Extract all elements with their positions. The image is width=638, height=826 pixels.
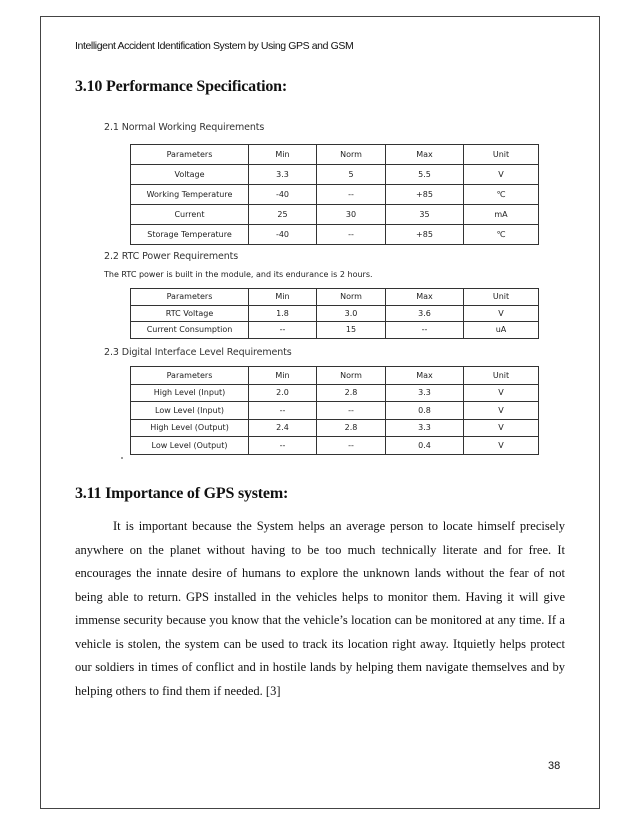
table-cell: -- <box>317 437 386 455</box>
table-cell: ℃ <box>464 185 539 205</box>
running-header: Intelligent Accident Identification System by Using GPS and GSM <box>75 40 354 52</box>
table-cell: 5.5 <box>386 165 464 185</box>
table-cell: 0.8 <box>386 402 464 420</box>
table-row <box>131 305 539 322</box>
column-header: Max <box>386 145 464 165</box>
digital-requirements-title: 2.3 Digital Interface Level Requirements <box>104 347 292 358</box>
table-cell: 30 <box>317 205 386 225</box>
table-cell: Working Temperature <box>131 185 249 205</box>
rtc-requirements-title: 2.2 RTC Power Requirements <box>104 251 239 262</box>
normal-requirements-table <box>130 144 539 245</box>
column-header: Parameters <box>131 289 249 306</box>
table-cell: 3.3 <box>386 384 464 402</box>
section-title-gps-importance: 3.11 Importance of GPS system: <box>75 485 289 502</box>
table-cell: -- <box>386 322 464 339</box>
image-artifact <box>121 457 123 459</box>
table-row <box>131 402 539 420</box>
column-header: Parameters <box>131 367 249 385</box>
digital-requirements-table <box>130 366 539 455</box>
table-cell: +85 <box>386 225 464 245</box>
table-cell: 3.0 <box>317 305 386 322</box>
paragraph-text: It is important because the System helps an average person to locate himself precisely anywhere on the planet without having to be too much technically literate and for free. It encourages the innate desire of humans to explore the unknown lands without the fear of not being able to return. GPS installed in the vehicles helps to monitor them. Having it will give immense security because you know that the vehicle’s location can be monitored at any time. If a vehicle is stolen, the system can be used to track its location right away. Itquietly helps protect our soldiers in times of conflict and in hostile lands by helping them navigate themselves and by helping others to find them if needed. [3] <box>75 519 565 698</box>
table-cell: +85 <box>386 185 464 205</box>
table-cell: -- <box>249 322 317 339</box>
table-cell: 2.4 <box>249 419 317 437</box>
column-header: Unit <box>464 145 539 165</box>
column-header: Norm <box>317 367 386 385</box>
table-cell: 25 <box>249 205 317 225</box>
table-cell: -40 <box>249 185 317 205</box>
table-cell: V <box>464 402 539 420</box>
table-cell: High Level (Output) <box>131 419 249 437</box>
table-cell: -- <box>249 402 317 420</box>
table-cell: ℃ <box>464 225 539 245</box>
table-cell: V <box>464 384 539 402</box>
normal-requirements-title: 2.1 Normal Working Requirements <box>104 122 265 133</box>
column-header: Max <box>386 367 464 385</box>
table-cell: V <box>464 165 539 185</box>
table-row <box>131 225 539 245</box>
table-cell: V <box>464 437 539 455</box>
column-header: Norm <box>317 289 386 306</box>
column-header: Unit <box>464 367 539 385</box>
table-cell: Current <box>131 205 249 225</box>
column-header: Max <box>386 289 464 306</box>
section-title-performance: 3.10 Performance Specification: <box>75 78 287 95</box>
page-number: 38 <box>548 760 561 772</box>
table-cell: 0.4 <box>386 437 464 455</box>
column-header: Min <box>249 145 317 165</box>
table-cell: 3.3 <box>386 419 464 437</box>
table-header-row <box>131 145 539 165</box>
table-cell: -- <box>249 437 317 455</box>
column-header: Min <box>249 289 317 306</box>
table-cell: 5 <box>317 165 386 185</box>
table-cell: V <box>464 305 539 322</box>
table-cell: Low Level (Output) <box>131 437 249 455</box>
gps-importance-paragraph <box>75 515 565 703</box>
table-row <box>131 419 539 437</box>
rtc-note: The RTC power is built in the module, and its endurance is 2 hours. <box>104 270 373 279</box>
table-cell: 35 <box>386 205 464 225</box>
table-cell: 2.8 <box>317 419 386 437</box>
column-header: Unit <box>464 289 539 306</box>
table-cell: -40 <box>249 225 317 245</box>
table-cell: Current Consumption <box>131 322 249 339</box>
table-cell: -- <box>317 225 386 245</box>
table-cell: Low Level (Input) <box>131 402 249 420</box>
table-cell: mA <box>464 205 539 225</box>
table-cell: -- <box>317 402 386 420</box>
table-row <box>131 322 539 339</box>
table-cell: 2.8 <box>317 384 386 402</box>
column-header: Min <box>249 367 317 385</box>
table-cell: uA <box>464 322 539 339</box>
column-header: Norm <box>317 145 386 165</box>
table-row <box>131 185 539 205</box>
table-row <box>131 437 539 455</box>
table-cell: V <box>464 419 539 437</box>
table-header-row <box>131 367 539 385</box>
table-header-row <box>131 289 539 306</box>
table-row <box>131 205 539 225</box>
rtc-requirements-table <box>130 288 539 339</box>
table-row <box>131 165 539 185</box>
table-cell: 3.6 <box>386 305 464 322</box>
table-cell: RTC Voltage <box>131 305 249 322</box>
table-row <box>131 384 539 402</box>
column-header: Parameters <box>131 145 249 165</box>
table-cell: -- <box>317 185 386 205</box>
table-cell: 3.3 <box>249 165 317 185</box>
table-cell: 1.8 <box>249 305 317 322</box>
table-cell: 15 <box>317 322 386 339</box>
table-cell: Storage Temperature <box>131 225 249 245</box>
table-cell: High Level (Input) <box>131 384 249 402</box>
table-cell: Voltage <box>131 165 249 185</box>
table-cell: 2.0 <box>249 384 317 402</box>
